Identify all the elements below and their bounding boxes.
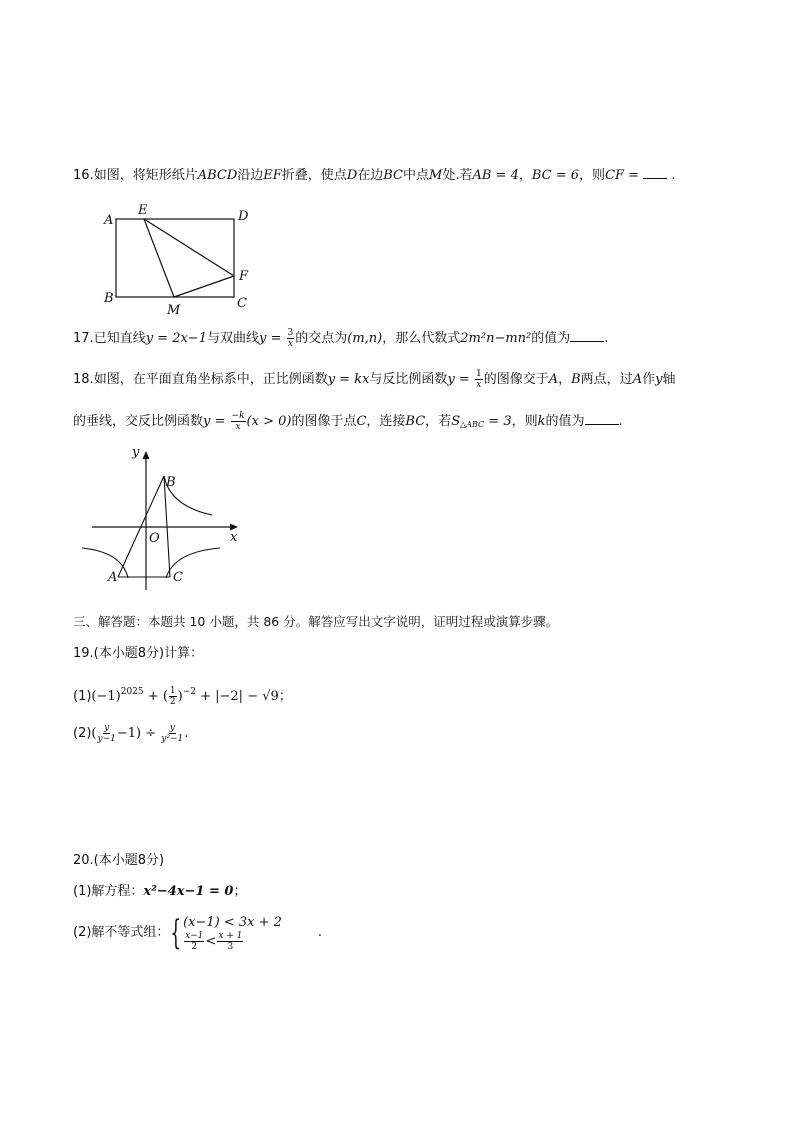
label-m: M [167,303,181,318]
y-axis-arrow [143,451,150,459]
q19-part1: $(1)(-1)^{2025}$ + ( $\frac{1}{2}$ )$^{-2}$ + |−2| − √9； [73,686,292,707]
q16-text: 16.如图，将矩形纸片ABCD沿边EF折叠，使点D在边BC中点M处.若AB = 4，BC = 6，则CF = . [73,168,676,183]
label-b: B [104,291,114,306]
fraction: $\frac{y}{\text{y²−1}}$ [161,723,184,744]
label-a: A [108,570,118,585]
q17-text: 17.已知直线y = 2x−1与双曲线y = $\frac{3}{x}$ 的交点为(m,n)，那么代数式2m²n−mn²的值为 . [73,328,609,349]
answer-blank [585,412,619,425]
q20-part1: (1)解方程：x²−4x−1 = 0； [73,884,247,899]
label-f: F [239,269,249,284]
label-e: E [138,203,148,218]
system-brace: { [170,913,182,953]
q18-text-line1: 18.如图，在平面直角坐标系中，正比例函数y = kx与反比例函数y = $\frac{1}{x}$ 的图像交于A，B两点，过A作y轴 [73,369,676,390]
label-y: y [132,445,140,460]
q20-header: 20.(本小题8分) [73,853,165,868]
label-c: C [173,570,183,585]
answer-blank [570,329,604,342]
hyperbola-q3 [82,548,128,578]
fraction: $\frac{1}{2}$ [169,686,176,707]
fraction: $\frac{x + 1}{3}$ [218,930,243,952]
q18-figure [78,440,248,595]
q16-number: 16. [73,168,94,183]
label-o: O [149,531,160,546]
label-x: x [230,530,238,545]
fraction: $\frac{y}{y-1}$ [97,723,116,744]
q20-part2: (2)解不等式组：{ (x−1) < 3x + 2 $\frac{x-1}{2}$ < $\frac{x + 1}{3}$ . [73,913,323,953]
segment-ef [144,219,234,276]
q18-text-line2: 的垂线，交反比例函数y = $\frac{-k}{x}$ (x > 0)的图像于点C，连接BC，若$S_{\triangle ABC} = 3$，则k的值为 . [73,411,623,432]
label-d: D [238,209,249,224]
fraction: $\frac{-k}{x}$ [231,411,245,432]
rectangle-abcd [116,219,234,297]
section-title: 三、解答题：本题共 10 小题，共 86 分。解答应写出文字说明，证明过程或演算步骤。 [73,614,559,629]
q16-figure [96,200,266,320]
answer-blank [643,166,667,179]
fraction: $\frac{x-1}{2}$ [185,930,204,952]
label-a: A [104,213,114,228]
segment-em [144,219,174,297]
fraction: $\frac{1}{x}$ [475,369,482,390]
fraction: $\frac{3}{x}$ [287,328,294,349]
inequality-system: (x−1) < 3x + 2 $\frac{x-1}{2}$ < $\frac{x + 1}{3}$ [183,914,282,952]
label-b: B [166,475,176,490]
q19-header: 19.(本小题8分)计算： [73,646,204,661]
q19-part2: (2)( $\frac{y}{y-1}$ −1) ÷ $\frac{y}{\text{y²−1}}$ . [73,723,189,744]
segment-mf [174,276,234,297]
label-c: C [237,296,247,311]
